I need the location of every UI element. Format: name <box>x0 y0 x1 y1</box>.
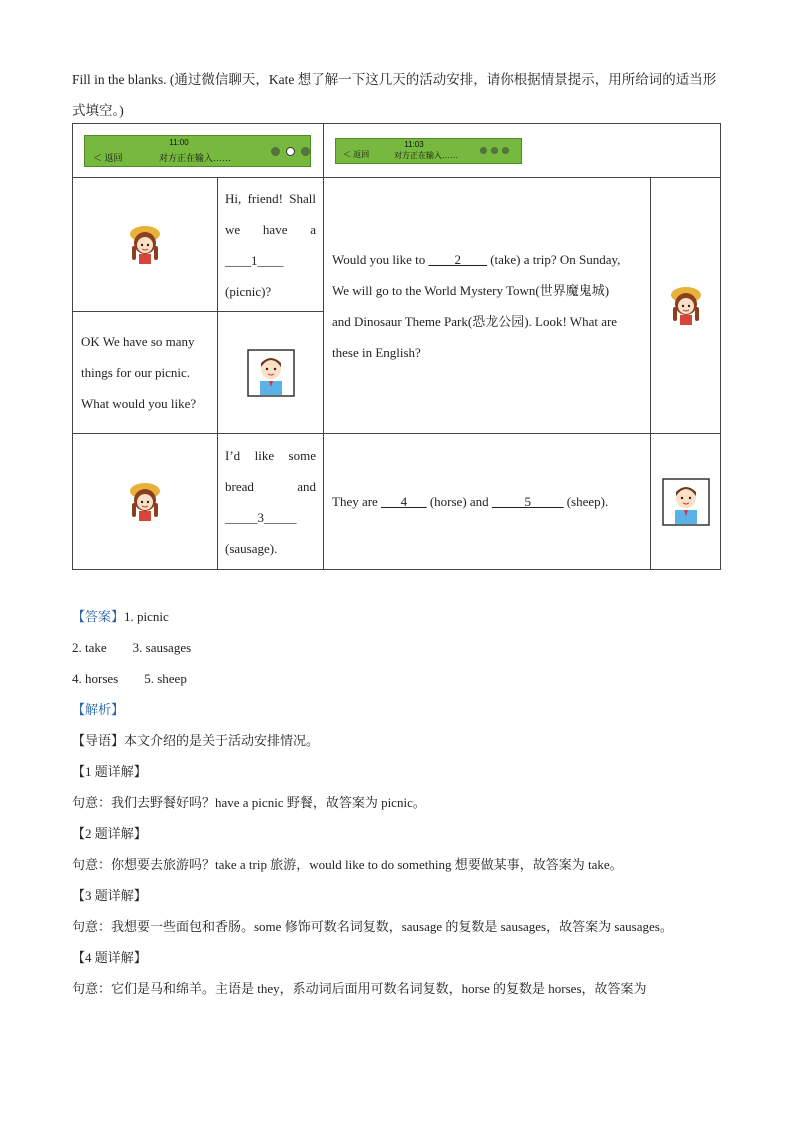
avatar-cell <box>73 178 218 312</box>
back-button[interactable]: ＜ 返回 <box>343 149 370 159</box>
msg1-line: Hi, friend! Shall <box>225 190 316 206</box>
msg4-line: We will go to the World Mystery Town(世界魔鬼城) <box>332 282 610 298</box>
back-button[interactable]: ＜ 返回 <box>93 152 123 163</box>
girl-avatar-icon <box>128 481 162 523</box>
message-2 <box>73 312 218 434</box>
msg4-line: these in English? <box>332 344 421 360</box>
boy-avatar-icon <box>662 478 710 526</box>
avatar-cell <box>651 434 721 570</box>
typing-status: 对方正在输入…… <box>394 150 458 160</box>
avatar-cell <box>218 312 324 434</box>
answer-line <box>72 607 169 627</box>
blank-3[interactable]: _____3_____ <box>225 509 297 525</box>
q1-tag: 【1 题详解】 <box>72 764 147 779</box>
avatar-cell <box>651 178 721 434</box>
instruction: Fill in the blanks. (通过微信聊天，Kate 想了解一下这几天的活动安排，请你根据情景提示，用所给词的适当形式填空。) <box>72 72 717 118</box>
msg2-line: things for our picnic. <box>81 365 191 380</box>
answer-2: 2. take <box>72 640 107 655</box>
blank-5[interactable]: _____5_____ <box>491 494 564 509</box>
guide-tag: 【导语】 <box>72 733 125 748</box>
q2-tag: 【2 题详解】 <box>72 826 147 841</box>
dots-icon <box>271 147 310 156</box>
answer-tag: 【答案】 <box>72 609 125 624</box>
chat-header-right <box>324 124 721 178</box>
chat-header-left <box>73 124 324 178</box>
typing-status: 对方正在输入…… <box>159 152 232 163</box>
blank-1[interactable]: ____1____ <box>225 252 284 268</box>
answer-3: 3. sausages <box>132 640 192 655</box>
chat-bar-left <box>84 135 311 167</box>
answer-1: 1. picnic <box>124 609 169 624</box>
girl-avatar-icon <box>128 224 162 266</box>
blank-2[interactable]: ____2____ <box>428 251 487 267</box>
q3-text: 句意：我想要一些面包和香肠。some 修饰可数名词复数，sausage 的复数是 sausages，故答案为 sausages。 <box>72 919 673 934</box>
message-4 <box>324 178 651 434</box>
chat-time: 11:03 <box>404 139 424 149</box>
msg3-line: I’d like some <box>225 447 316 463</box>
message-1 <box>218 178 324 312</box>
msg5-text: They are <box>332 494 378 509</box>
msg4-line: and Dinosaur Theme Park(恐龙公园). Look! What are <box>332 313 618 329</box>
q2-text: 句意：你想要去旅游吗？take a trip 旅游，would like to do something 想要做某事，故答案为 take。 <box>72 857 623 872</box>
msg4-line: Would you like to ____2____ (take) a trip? On Sunday, <box>332 251 621 267</box>
msg1-line: we have a <box>225 221 316 237</box>
msg2-line: OK We have so many <box>81 334 195 349</box>
q1-text: 句意：我们去野餐好吗？have a picnic 野餐，故答案为 picnic。 <box>72 795 426 810</box>
analysis-tag: 【解析】 <box>72 702 125 717</box>
boy-avatar-icon <box>247 349 295 397</box>
blank-4[interactable]: ___4___ <box>381 494 427 509</box>
guide-text: 本文介绍的是关于活动安排情况。 <box>124 733 320 748</box>
msg5-text: (horse) and <box>429 494 489 509</box>
hint-1: (picnic)? <box>225 283 272 299</box>
q4-text: 句意：它们是马和绵羊。主语是 they，系动词后面用可数名词复数，horse 的复数是 horses，故答案为 <box>72 981 647 996</box>
q3-tag: 【3 题详解】 <box>72 888 147 903</box>
dots-icon <box>480 147 509 154</box>
chat-table <box>72 123 721 570</box>
answer-5: 5. sheep <box>144 671 187 686</box>
chat-time: 11:00 <box>169 137 189 147</box>
answer-line <box>72 669 187 689</box>
msg3-line: bread and <box>225 478 316 494</box>
answer-line <box>72 638 191 658</box>
girl-avatar-icon <box>669 285 703 327</box>
hint-3: (sausage). <box>225 540 278 556</box>
guide-line <box>72 731 319 751</box>
answer-4: 4. horses <box>72 671 119 686</box>
msg5-text: (sheep). <box>566 494 609 509</box>
chat-bar-right <box>335 138 522 164</box>
q4-tag: 【4 题详解】 <box>72 950 147 965</box>
avatar-cell <box>73 434 218 570</box>
message-3 <box>218 434 324 570</box>
message-5 <box>324 434 651 570</box>
msg2-line: What would you like? <box>81 396 197 411</box>
